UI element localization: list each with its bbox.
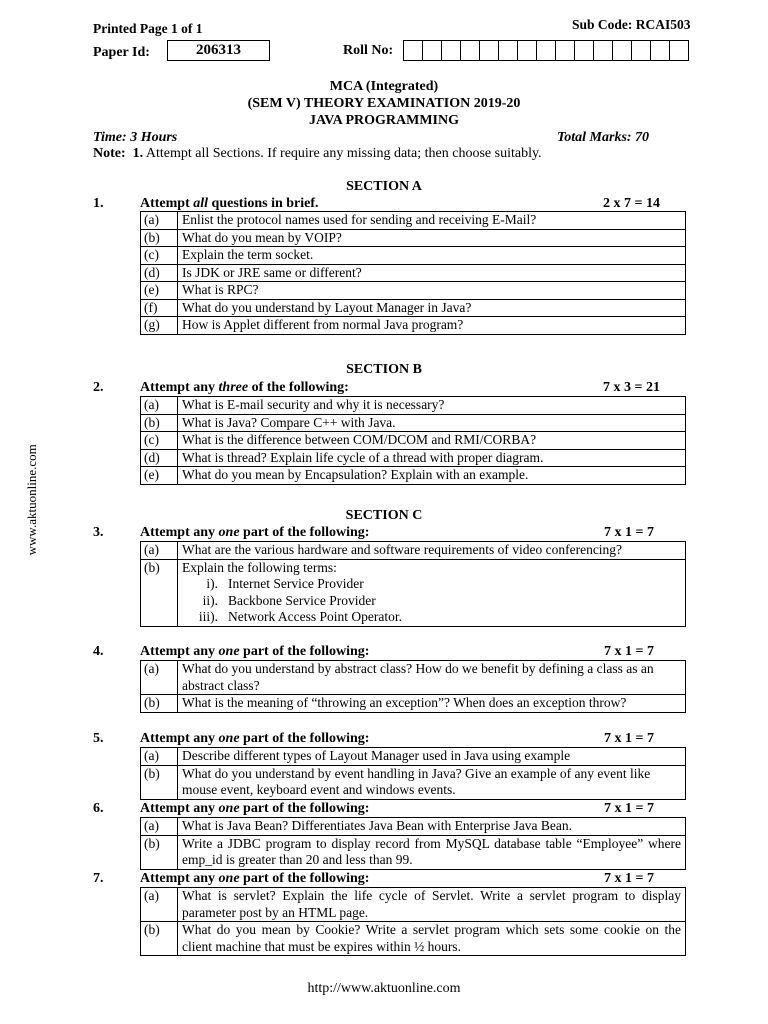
roll-no-box[interactable] (536, 40, 556, 61)
item-label: (a) (141, 397, 178, 415)
sub-item (182, 609, 681, 626)
question-row (141, 212, 686, 230)
item-label: (a) (141, 542, 178, 560)
roll-no-box[interactable] (631, 40, 651, 61)
roll-no-box[interactable] (441, 40, 461, 61)
item-label: (c) (141, 247, 178, 265)
question-instruction: Attempt any three of the following: (140, 380, 349, 395)
question-row (141, 888, 686, 922)
question-instruction: Attempt all questions in brief. (140, 196, 319, 211)
sub-item-text: Network Access Point Operator. (228, 609, 402, 624)
question-instruction: Attempt any one part of the following: (140, 801, 370, 816)
sub-item-number: i). (206, 576, 218, 591)
item-text: What is Java? Compare C++ with Java. (178, 414, 686, 432)
roll-no-box[interactable] (422, 40, 442, 61)
sub-item-list (182, 576, 681, 626)
question-table (140, 396, 686, 485)
note (93, 146, 542, 163)
question-row (141, 432, 686, 450)
course-title: MCA (Integrated) (329, 79, 439, 94)
sub-item-number: iii). (198, 609, 218, 624)
question-instruction: Attempt any one part of the following: (140, 525, 370, 540)
question-instruction: Attempt any one part of the following: (140, 644, 370, 659)
item-text: Write a JDBC program to display record from MySQL database table “Employee” where emp_id is greater than 20 and less than 99. (178, 835, 686, 869)
question-table (140, 817, 686, 870)
item-text: What do you understand by event handling in Java? Give an example of any event like mouse event, keyboard event and windows events. (178, 765, 686, 799)
sub-item-text: Internet Service Provider (228, 576, 364, 591)
question-table (140, 211, 686, 335)
question-marks: 7 x 1 = 7 (604, 731, 654, 746)
note-text: Attempt all Sections. If require any missing data; then choose suitably. (145, 146, 542, 161)
sub-item (182, 593, 681, 610)
question-row (141, 247, 686, 265)
roll-no-box[interactable] (498, 40, 518, 61)
item-text: What do you understand by abstract class? How do we benefit by defining a class as an abstract class? (178, 661, 686, 695)
item-text: What is servlet? Explain the life cycle of Servlet. Write a servlet program to display parameter post by an HTML page. (178, 888, 686, 922)
total-marks: Total Marks: 70 (557, 130, 650, 145)
sub-item-number: ii). (202, 592, 218, 608)
item-text: What do you understand by Layout Manager in Java? (178, 299, 686, 317)
roll-no-box[interactable] (612, 40, 632, 61)
question-number: 3. (93, 525, 104, 540)
question-row (141, 835, 686, 869)
roll-no-boxes (404, 40, 689, 61)
exam-title: (SEM V) THEORY EXAMINATION 2019-20 (247, 96, 521, 111)
question-row (141, 748, 686, 766)
question-row (141, 765, 686, 799)
question-marks: 2 x 7 = 14 (603, 196, 660, 211)
section-b-heading: SECTION B (346, 362, 422, 377)
question-row (141, 449, 686, 467)
item-text: How is Applet different from normal Java program? (178, 317, 686, 335)
note-label: Note: (93, 146, 126, 161)
roll-no-box[interactable] (650, 40, 670, 61)
item-label: (b) (141, 765, 178, 799)
question-row (141, 264, 686, 282)
item-text: What are the various hardware and software requirements of video conferencing? (178, 542, 686, 560)
question-table (140, 887, 686, 956)
item-label: (b) (141, 922, 178, 956)
question-row (141, 299, 686, 317)
question-marks: 7 x 1 = 7 (604, 525, 654, 540)
item-label: (a) (141, 818, 178, 836)
question-row (141, 661, 686, 695)
roll-no-box[interactable] (403, 40, 423, 61)
item-label: (f) (141, 299, 178, 317)
item-label: (a) (141, 888, 178, 922)
question-number: 5. (93, 731, 104, 746)
item-intro: Explain the following terms: (182, 559, 337, 575)
sub-code: Sub Code: RCAI503 (572, 17, 691, 32)
section-c-heading: SECTION C (345, 508, 423, 523)
question-row (141, 922, 686, 956)
question-row (141, 414, 686, 432)
item-label: (d) (141, 449, 178, 467)
question-instruction: Attempt any one part of the following: (140, 871, 370, 886)
item-text (178, 559, 686, 626)
question-row (141, 559, 686, 626)
item-text: Explain the term socket. (178, 247, 686, 265)
section-a-heading: SECTION A (346, 179, 422, 194)
note-number: 1. (132, 146, 144, 161)
item-text: What is Java Bean? Differentiates Java Bean with Enterprise Java Bean. (178, 818, 686, 836)
item-label: (e) (141, 282, 178, 300)
roll-no-box[interactable] (593, 40, 613, 61)
item-text: Describe different types of Layout Manager used in Java using example (178, 748, 686, 766)
item-label: (a) (141, 212, 178, 230)
roll-no-box[interactable] (460, 40, 480, 61)
question-number: 1. (93, 196, 104, 211)
question-number: 6. (93, 801, 104, 816)
item-text: What is the meaning of “throwing an exception”? When does an exception throw? (178, 695, 686, 713)
roll-no-box[interactable] (479, 40, 499, 61)
item-text: What do you mean by VOIP? (178, 229, 686, 247)
item-text: Enlist the protocol names used for sending and receiving E-Mail? (178, 212, 686, 230)
question-number: 4. (93, 644, 104, 659)
item-text: What is E-mail security and why it is necessary? (178, 397, 686, 415)
item-label: (e) (141, 467, 178, 485)
question-row (141, 229, 686, 247)
item-text: Is JDK or JRE same or different? (178, 264, 686, 282)
item-label: (a) (141, 748, 178, 766)
question-table (140, 541, 686, 627)
item-label: (a) (141, 661, 178, 695)
question-row (141, 695, 686, 713)
footer-url[interactable]: http://www.aktuonline.com (307, 981, 461, 996)
paper-id-label: Paper Id: (93, 45, 150, 60)
item-label: (b) (141, 229, 178, 247)
question-table (140, 747, 686, 800)
question-marks: 7 x 1 = 7 (604, 871, 654, 886)
item-label: (b) (141, 835, 178, 869)
side-watermark: www.aktuonline.com (24, 444, 40, 556)
item-label: (g) (141, 317, 178, 335)
item-text: What is the difference between COM/DCOM and RMI/CORBA? (178, 432, 686, 450)
roll-no-box[interactable] (517, 40, 537, 61)
question-row (141, 467, 686, 485)
roll-no-label: Roll No: (343, 43, 394, 58)
question-instruction: Attempt any one part of the following: (140, 731, 370, 746)
item-text: What do you mean by Cookie? Write a servlet program which sets some cookie on the client machine that must be expires within ½ hours. (178, 922, 686, 956)
subject-title: JAVA PROGRAMMING (309, 113, 459, 128)
item-label: (b) (141, 414, 178, 432)
question-row (141, 818, 686, 836)
question-row (141, 317, 686, 335)
roll-no-box[interactable] (555, 40, 575, 61)
roll-no-box[interactable] (574, 40, 594, 61)
paper-id-box: 206313 (167, 40, 270, 61)
printed-page-label: Printed Page 1 of 1 (93, 21, 203, 36)
item-label: (c) (141, 432, 178, 450)
question-marks: 7 x 1 = 7 (604, 644, 654, 659)
sub-item-text: Backbone Service Provider (228, 592, 376, 608)
item-text: What is thread? Explain life cycle of a thread with proper diagram. (178, 449, 686, 467)
question-table (140, 660, 686, 713)
time-allowed: Time: 3 Hours (93, 130, 178, 145)
question-number: 2. (93, 380, 104, 395)
item-label: (b) (141, 695, 178, 713)
question-row (141, 542, 686, 560)
item-text: What is RPC? (178, 282, 686, 300)
question-marks: 7 x 3 = 21 (603, 380, 660, 395)
item-text: What do you mean by Encapsulation? Explain with an example. (178, 467, 686, 485)
item-label: (d) (141, 264, 178, 282)
question-row (141, 397, 686, 415)
question-row (141, 282, 686, 300)
question-number: 7. (93, 871, 104, 886)
item-label: (b) (141, 559, 178, 626)
question-marks: 7 x 1 = 7 (604, 801, 654, 816)
roll-no-box[interactable] (669, 40, 689, 61)
sub-item (182, 576, 681, 593)
